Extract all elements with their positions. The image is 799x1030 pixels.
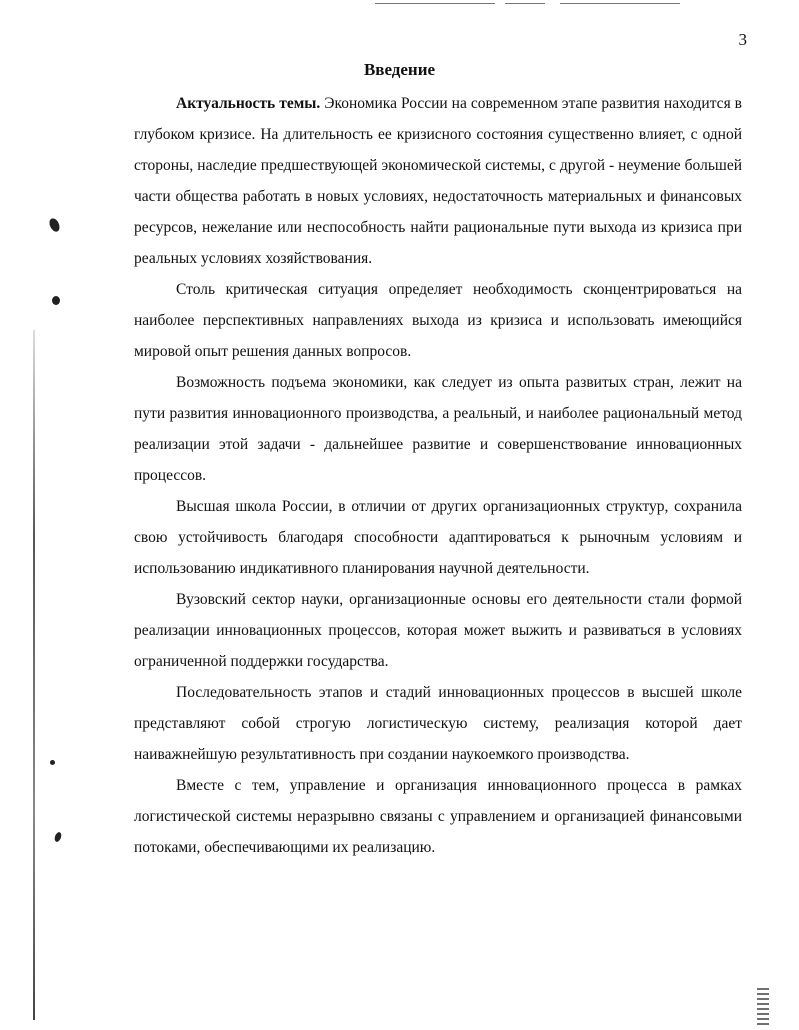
scan-artifact-speck [53, 831, 62, 842]
page-title: Введение [363, 60, 436, 79]
paragraph-text: Экономика России на современном этапе развития находится в глубоком кризисе. На длительность ее кризисного состояния существенно влияет, с одной стороны, наследие предшествующей экономической системы, с другой - неумение большей части общества работать в новых условиях, недостаточность материальных и финансовых ресурсов, нежелание или неспособность найти рациональные пути выхода из кризиса при реальных условиях хозяйствования. [134, 95, 742, 267]
document-body [134, 88, 742, 863]
scan-artifact-top-line [505, 3, 545, 4]
scan-artifact-speck [52, 296, 60, 305]
paragraph: Столь критическая ситуация определяет необходимость сконцентрироваться на наиболее перспективных направлениях выхода из кризиса и использовать имеющийся мировой опыт решения данных вопросов. [134, 281, 742, 360]
scan-artifact-speck [50, 760, 55, 765]
paragraph: Последовательность этапов и стадий инновационных процессов в высшей школе представляют собой строгую логистическую систему, реализация которой дает наиважнейшую результативность при создании наукоемкого производства. [134, 684, 742, 763]
paragraph: Возможность подъема экономики, как следует из опыта развитых стран, лежит на пути развития инновационного производства, а реальный, и наиболее рациональный метод реализации этой задачи - дальнейшее развитие и совершенствование инновационных процессов. [134, 374, 742, 484]
scan-artifact-top-line [375, 3, 495, 4]
paragraph-lead: Актуальность темы. [176, 95, 321, 112]
page-number: 3 [738, 30, 747, 49]
paragraph: Вузовский сектор науки, организационные основы его деятельности стали формой реализации инновационных процессов, которая может выжить и развиваться в условиях ограниченной поддержки государства. [134, 591, 742, 670]
paragraph: Высшая школа России, в отличии от других организационных структур, сохранила свою устойчивость благодаря способности адаптироваться к рыночным условиям и использованию индикативного планирования научной деятельности. [134, 498, 742, 577]
scan-artifact-corner [757, 988, 769, 1028]
paragraph [134, 88, 742, 274]
scan-artifact-left-edge [33, 330, 35, 1020]
paragraph: Вместе с тем, управление и организация инновационного процесса в рамках логистической системы неразрывно связаны с управлением и организацией финансовыми потоками, обеспечивающими их реализацию. [134, 777, 742, 856]
scan-artifact-top-line [560, 3, 680, 4]
scan-artifact-speck [47, 217, 61, 233]
